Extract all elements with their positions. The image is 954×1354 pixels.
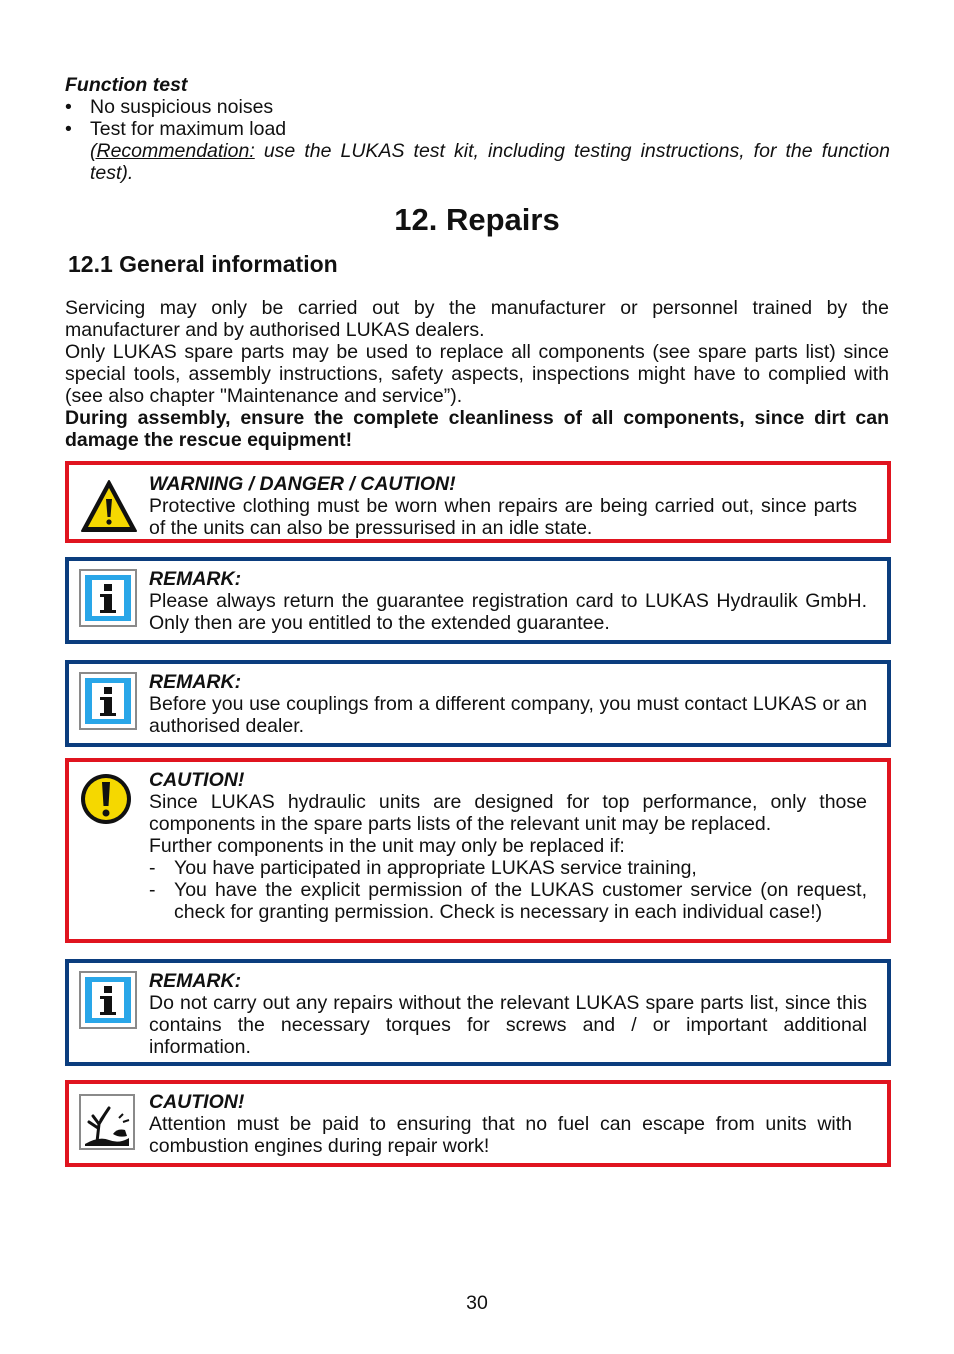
warning-triangle-icon (79, 477, 139, 537)
function-test-title: Function test (65, 74, 188, 96)
info-icon (79, 971, 137, 1029)
chapter-title: 12. Repairs (394, 202, 560, 237)
notice-text: Since LUKAS hydraulic units are designed for top performance, only those components in the spare parts lists of the relevant unit may be replaced. (149, 791, 867, 835)
environment-hazard-icon (79, 1094, 135, 1150)
notice-caution-environment (65, 1080, 891, 1167)
function-test-list (65, 96, 895, 184)
notice-text-2: Further components in the unit may only be replaced if: (149, 835, 625, 857)
notice-text: Please always return the guarantee registration card to LUKAS Hydraulik GmbH. Only then are you entitled to the extended guarantee. (149, 590, 867, 634)
notice-remark (65, 660, 891, 747)
recommendation-label: (Recommendation: (90, 140, 255, 162)
list-item: • Test for maximum load (65, 118, 895, 140)
section-title: 12.1 General information (68, 251, 338, 277)
general-info-text (65, 297, 889, 451)
list-item: - You have participated in appropriate LUKAS service training, (149, 857, 867, 879)
notice-remark (65, 959, 891, 1066)
page-number: 30 (466, 1292, 488, 1314)
notice-text: Protective clothing must be worn when repairs are being carried out, since parts of the units can also be pressurised in an idle state. (149, 495, 857, 539)
notice-remark (65, 557, 891, 644)
notice-heading: CAUTION! (149, 769, 245, 791)
paragraph: Only LUKAS spare parts may be used to replace all components (see spare parts list) since special tools, assembly instructions, safety aspects, inspections might have to complied with (see also chapter "Maintenance and service”). (65, 341, 889, 407)
exclamation-circle-icon (79, 772, 133, 826)
notice-heading: REMARK: (149, 970, 242, 992)
list-item: • No suspicious noises (65, 96, 895, 118)
notice-heading: CAUTION! (149, 1091, 245, 1113)
notice-heading: REMARK: (149, 671, 242, 693)
paragraph-bold: During assembly, ensure the complete cleanliness of all components, since dirt can damage the rescue equipment! (65, 407, 889, 451)
notice-text: Attention must be paid to ensuring that no fuel can escape from units with combustion engines during repair work! (149, 1113, 852, 1157)
notice-heading: REMARK: (149, 568, 242, 590)
info-icon (79, 569, 137, 627)
info-icon (79, 672, 137, 730)
notice-caution (65, 758, 891, 943)
paragraph: Servicing may only be carried out by the manufacturer or personnel trained by the manufacturer and by authorised LUKAS dealers. (65, 297, 889, 341)
list-item: - You have the explicit permission of the LUKAS customer service (on request, check for granting permission. Check is necessary in each individual case!) (149, 879, 867, 923)
notice-text: Before you use couplings from a different company, you must contact LUKAS or an authorised dealer. (149, 693, 867, 737)
recommendation-text: use the LUKAS test kit, including testing instructions, for the function test). (90, 140, 890, 184)
notice-warning (65, 461, 891, 543)
recommendation (65, 140, 890, 184)
notice-text: Do not carry out any repairs without the relevant LUKAS spare parts list, since this contains the necessary torques for screws and / or important additional information. (149, 992, 867, 1058)
notice-heading: WARNING / DANGER / CAUTION! (149, 473, 456, 495)
